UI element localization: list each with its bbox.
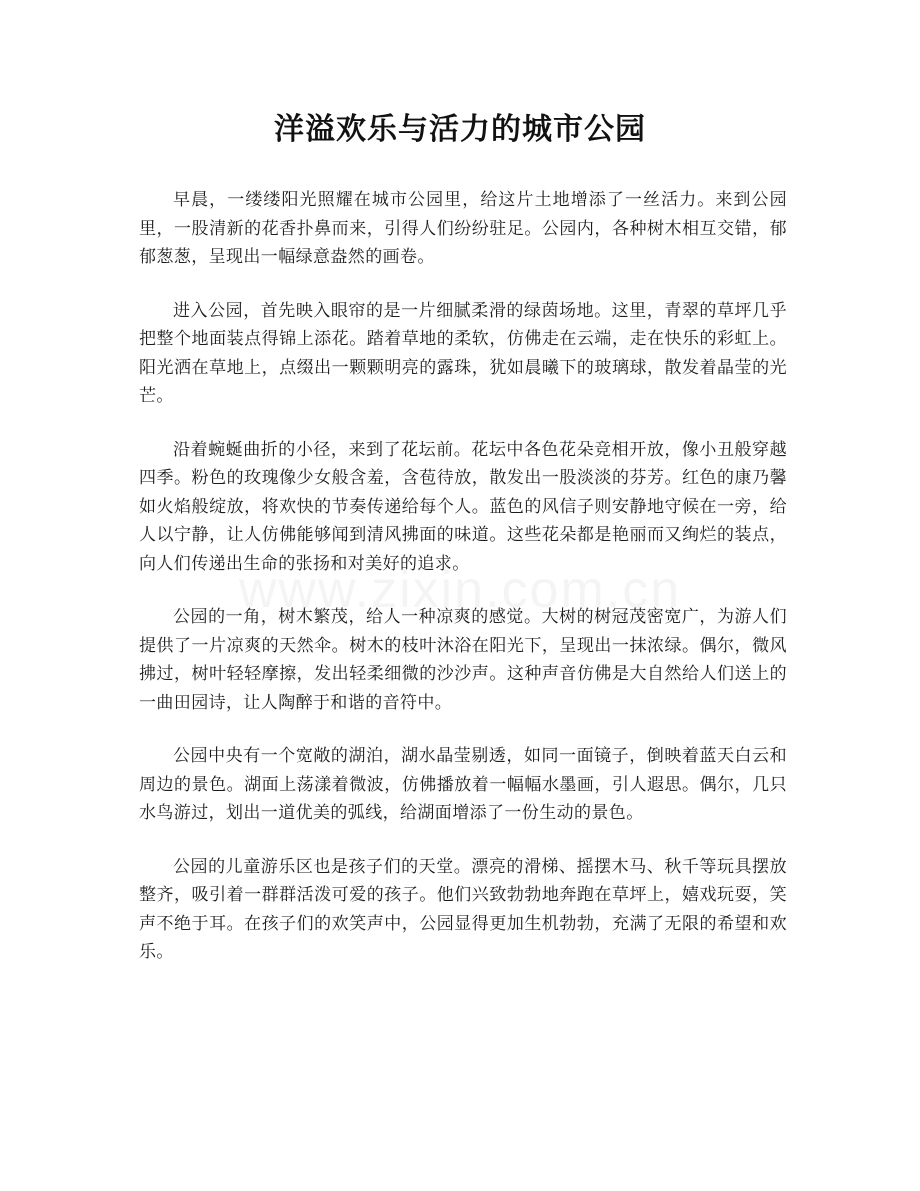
- paragraph-4: 公园的一角，树木繁茂，给人一种凉爽的感觉。大树的树冠茂密宽广，为游人们提供了一片凉爽的天然伞。树木的枝叶沐浴在阳光下，呈现出一抹浓绿。偶尔，微风拂过，树叶轻轻摩擦，发出轻柔细微的沙沙声。这种声音仿佛是大自然给人们送上的一曲田园诗，让人陶醉于和谐的音符中。: [139, 607, 787, 713]
- document-body: [139, 186, 787, 992]
- paragraph-1: 早晨，一缕缕阳光照耀在城市公园里，给这片土地增添了一丝活力。来到公园里，一股清新的花香扑鼻而来，引得人们纷纷驻足。公园内，各种树木相互交错，郁郁葱葱，呈现出一幅绿意盎然的画卷。: [139, 190, 787, 267]
- paragraph-3: 沿着蜿蜒曲折的小径，来到了花坛前。花坛中各色花朵竞相开放，像小丑般穿越四季。粉色的玫瑰像少女般含羞，含苞待放，散发出一股淡淡的芬芳。红色的康乃馨如火焰般绽放，将欢快的节奏传递给每个人。蓝色的风信子则安静地守候在一旁，给人以宁静，让人仿佛能够闻到清风拂面的味道。这些花朵都是艳丽而又绚烂的装点，向人们传递出生命的张扬和对美好的追求。: [139, 439, 787, 574]
- paragraph-6: 公园的儿童游乐区也是孩子们的天堂。漂亮的滑梯、摇摆木马、秋千等玩具摆放整齐，吸引着一群群活泼可爱的孩子。他们兴致勃勃地奔跑在草坪上，嬉戏玩耍，笑声不绝于耳。在孩子们的欢笑声中，公园显得更加生机勃勃，充满了无限的希望和欢乐。: [139, 856, 787, 962]
- paragraph-5: 公园中央有一个宽敞的湖泊，湖水晶莹剔透，如同一面镜子，倒映着蓝天白云和周边的景色。湖面上荡漾着微波，仿佛播放着一幅幅水墨画，引人遐思。偶尔，几只水鸟游过，划出一道优美的弧线，给湖面增添了一份生动的景色。: [139, 746, 787, 823]
- paragraph-2: 进入公园，首先映入眼帘的是一片细腻柔滑的绿茵场地。这里，青翠的草坪几乎把整个地面装点得锦上添花。踏着草地的柔软，仿佛走在云端，走在快乐的彩虹上。阳光洒在草地上，点缀出一颗颗明亮的露珠，犹如晨曦下的玻璃球，散发着晶莹的光芒。: [139, 300, 787, 406]
- document-title: 洋溢欢乐与活力的城市公园: [274, 112, 646, 147]
